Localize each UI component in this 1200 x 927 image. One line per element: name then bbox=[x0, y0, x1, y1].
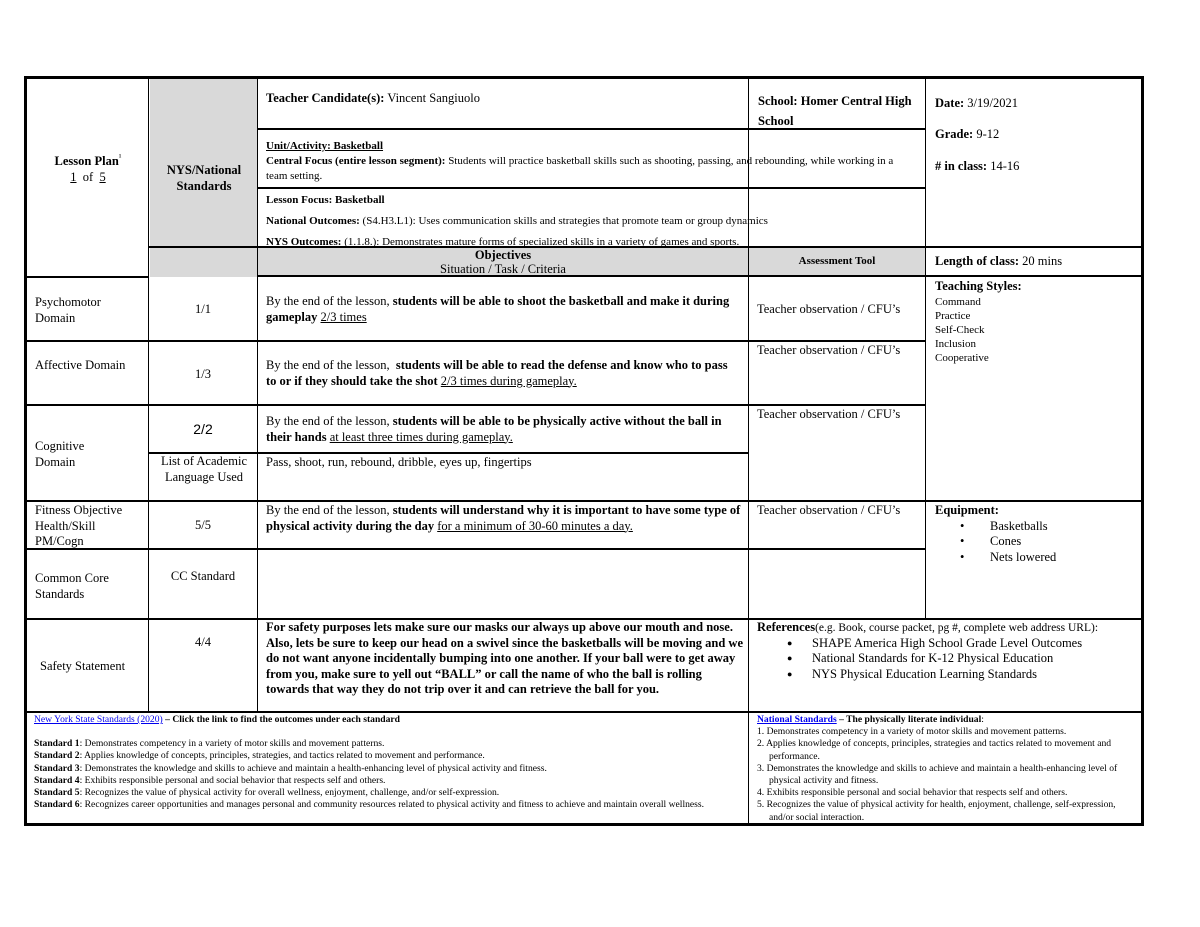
nys-standard-label: Standard 2 bbox=[34, 750, 80, 762]
unit-label: Unit/Activity: Basketball bbox=[266, 140, 384, 152]
cognitive-assessment: Teacher observation / CFU’s bbox=[757, 407, 901, 421]
divider-h-lessonplan bbox=[27, 276, 149, 278]
nys-standard-item bbox=[34, 799, 746, 811]
grade-value: 9-12 bbox=[976, 127, 1000, 141]
fitness-assessment: Teacher observation / CFU’s bbox=[757, 503, 901, 517]
nys-standard-label: Standard 3 bbox=[34, 762, 80, 774]
references-note: (e.g. Book, course packet, pg #, complete web address URL): bbox=[815, 622, 1099, 634]
national-outcomes-label: National Outcomes: bbox=[266, 215, 360, 227]
affective-pre: By the end of the lesson, bbox=[266, 358, 390, 372]
fitness-objective bbox=[266, 503, 741, 534]
safety-domain: Safety Statement bbox=[40, 659, 126, 673]
references-title: References bbox=[757, 620, 816, 634]
national-standards-colon: : bbox=[981, 714, 984, 725]
cognitive-domain: Cognitive Domain bbox=[35, 439, 85, 469]
fitness-domain bbox=[35, 503, 135, 550]
date-cell bbox=[935, 96, 1135, 112]
psychomotor-domain: Psychomotor Domain bbox=[35, 295, 101, 325]
divider-h-safety bbox=[27, 711, 1142, 713]
cognitive-standard: 2/2 bbox=[193, 421, 213, 437]
length-value: 20 mins bbox=[1022, 254, 1063, 268]
objectives-title: Objectives bbox=[474, 248, 532, 262]
psychomotor-assessment: Teacher observation / CFU’s bbox=[757, 302, 901, 316]
nys-standards-link[interactable]: New York State Standards (2020) bbox=[34, 714, 163, 725]
divider-h-fitness bbox=[27, 548, 926, 550]
academic-language-value: Pass, shoot, run, rebound, dribble, eyes up, fingertips bbox=[266, 455, 532, 469]
references-cell bbox=[757, 620, 1142, 682]
psychomotor-underline: 2/3 times bbox=[320, 309, 367, 324]
lesson-total: 5 bbox=[99, 169, 106, 184]
safety-statement: For safety purposes lets make sure our masks our always up above our mouth and nose. Also, lets be sure to keep our head on a swivel since the basketballs will be moving and we do not want anyone incidentally bumping into one another. If your ball were to get away from you, make sure to yell out “BALL” or call the name of who the ball is rolling towards that way they do not trip over it and can retrieve the ball for you. bbox=[266, 620, 744, 696]
national-standard-item: 4. Exhibits responsible personal and social behavior that respects self and others. bbox=[757, 787, 1068, 799]
nys-standards-cell bbox=[34, 714, 746, 811]
affective-assessment: Teacher observation / CFU’s bbox=[757, 343, 901, 357]
equipment-item: • Cones bbox=[935, 534, 1135, 550]
national-outcomes-value: (S4.H3.L1): Uses communication skills and strategies that promote team or group dynamics bbox=[362, 215, 768, 227]
unit-cell bbox=[266, 139, 916, 184]
class-size-cell bbox=[935, 159, 1135, 175]
nys-standard-label: Standard 6 bbox=[34, 799, 80, 811]
divider-v4 bbox=[925, 79, 926, 620]
nys-standard-text: : Demonstrates the knowledge and skills to achieve and maintain a health-enhancing level of physical activity and fitness. bbox=[79, 762, 547, 774]
standards-col-header: NYS/National Standards bbox=[166, 163, 242, 193]
fitness-pre: By the end of the lesson, bbox=[266, 503, 390, 517]
cognitive-pre: By the end of the lesson, bbox=[266, 414, 390, 428]
equipment-cell bbox=[935, 503, 1135, 565]
of-word: of bbox=[82, 169, 94, 184]
fitness-bold: students will understand why it is important to have some type of physical activity during the day bbox=[266, 503, 741, 533]
teaching-style-item: Practice bbox=[935, 309, 971, 322]
teaching-styles-cell bbox=[935, 279, 1135, 366]
equipment-item: • Basketballs bbox=[935, 519, 1135, 535]
affective-domain: Affective Domain bbox=[35, 358, 126, 372]
cognitive-objective bbox=[266, 414, 741, 445]
national-standards-intro: – The physically literate individual bbox=[839, 714, 982, 725]
nys-standard-label: Standard 5 bbox=[34, 787, 80, 799]
date-value: 3/19/2021 bbox=[967, 96, 1018, 110]
divider-h-cog bbox=[27, 500, 1142, 502]
affective-objective bbox=[266, 358, 741, 389]
nys-standards-intro: – Click the link to find the outcomes under each standard bbox=[165, 714, 401, 725]
cognitive-bold: students will be able to be physically active without the ball in their hands bbox=[266, 414, 722, 444]
divider-h-psycho bbox=[27, 340, 926, 342]
nys-standard-item bbox=[34, 787, 746, 799]
divider-h-unit bbox=[258, 187, 925, 189]
nys-outcomes-label: NYS Outcomes: bbox=[266, 236, 342, 248]
academic-language-label: List of Academic Language Used bbox=[160, 454, 248, 484]
affective-standard: 1/3 bbox=[195, 367, 211, 381]
affective-bold: students will be able to read the defense and know who to pass to or if they should take the shot bbox=[266, 358, 728, 388]
common-core-domain: Common Core Standards bbox=[35, 571, 109, 601]
grade-cell bbox=[935, 127, 1135, 143]
grade-label: Grade: bbox=[935, 127, 974, 141]
lesson-focus-cell bbox=[266, 190, 916, 253]
national-standard-item: 1. Demonstrates competency in a variety of motor skills and movement patterns. bbox=[757, 726, 1067, 738]
psychomotor-bold: students will be able to shoot the basketball and make it during gameplay bbox=[266, 294, 730, 324]
nys-standard-item bbox=[34, 775, 746, 787]
lesson-plan-cell bbox=[28, 150, 148, 185]
national-standard-item: 3. Demonstrates the knowledge and skills to achieve and maintain a health-enhancing level of physical activity and fitness. bbox=[757, 762, 1118, 787]
national-standard-item: 5. Recognizes the value of physical activity for health, enjoyment, challenge, self-expression, and/or social interaction. bbox=[757, 799, 1116, 823]
common-core-standard: CC Standard bbox=[170, 569, 236, 583]
affective-underline: 2/3 times during gameplay. bbox=[440, 373, 577, 388]
lesson-focus-label: Lesson Focus: Basketball bbox=[266, 194, 385, 206]
teacher-cell bbox=[266, 91, 746, 107]
length-label: Length of class: bbox=[935, 254, 1020, 268]
central-focus-value: Students will practice basketball skills such as shooting, passing, and rebounding, while working in a team setting. bbox=[266, 155, 894, 182]
central-focus-label: Central Focus (entire lesson segment): bbox=[266, 155, 446, 167]
nys-standard-item bbox=[34, 738, 746, 750]
teaching-style-item: Cooperative bbox=[935, 352, 989, 365]
cognitive-underline: at least three times during gameplay. bbox=[329, 429, 513, 444]
class-size-value: 14-16 bbox=[990, 159, 1020, 173]
psychomotor-pre: By the end of the lesson, bbox=[266, 294, 390, 308]
fitness-standard: 5/5 bbox=[195, 518, 211, 532]
teaching-style-item: Inclusion bbox=[935, 338, 976, 351]
teacher-value: Vincent Sangiuolo bbox=[387, 91, 480, 105]
nys-standard-item bbox=[34, 750, 746, 762]
lesson-plan-label: Lesson Plan bbox=[54, 154, 119, 169]
national-standards-link[interactable]: National Standards bbox=[757, 714, 837, 725]
school-cell: School: Homer Central High School bbox=[758, 94, 912, 128]
nys-standard-label: Standard 4 bbox=[34, 774, 80, 786]
length-cell bbox=[935, 254, 1135, 270]
fitness-underline: for a minimum of 30-60 minutes a day. bbox=[437, 518, 633, 533]
nys-standard-text: : Applies knowledge of concepts, principles, strategies, and tactics related to movement and performance. bbox=[79, 750, 485, 762]
divider-h-affect bbox=[27, 404, 926, 406]
objectives-header bbox=[258, 248, 748, 276]
lesson-number: 1 bbox=[70, 169, 77, 184]
reference-item: ● NYS Physical Education Learning Standards bbox=[757, 667, 1142, 683]
date-label: Date: bbox=[935, 96, 965, 110]
assessment-header: Assessment Tool bbox=[798, 255, 876, 267]
nys-standard-text: : Recognizes career opportunities and manages personal and community resources related to physical activity and fitness to achieve and maintain overall wellness. bbox=[79, 799, 705, 811]
psychomotor-standard: 1/1 bbox=[195, 302, 211, 316]
class-size-label: # in class: bbox=[935, 159, 988, 173]
nys-standard-label: Standard 1 bbox=[34, 738, 80, 750]
equipment-item: • Nets lowered bbox=[935, 550, 1135, 566]
psychomotor-objective bbox=[266, 294, 741, 325]
teaching-style-item: Self-Check bbox=[935, 323, 985, 336]
equipment-title: Equipment: bbox=[935, 503, 999, 517]
national-standards-cell bbox=[757, 714, 1140, 824]
safety-standard: 4/4 bbox=[195, 635, 211, 649]
nys-outcomes-value: (1.1.8.): Demonstrates mature forms of specialized skills in a variety of games and sports. bbox=[344, 236, 740, 248]
teacher-label: Teacher Candidate(s): bbox=[266, 91, 385, 105]
lesson-plan-sup: ¹ bbox=[118, 152, 122, 162]
fitness-domain-text: Fitness Objective Health/Skill PM/Cogn bbox=[35, 503, 123, 548]
nys-standard-text: : Demonstrates competency in a variety of motor skills and movement patterns. bbox=[79, 738, 385, 750]
teaching-style-item: Command bbox=[935, 295, 981, 308]
nys-standard-item bbox=[34, 763, 746, 775]
reference-item: ● National Standards for K-12 Physical Education bbox=[757, 651, 1142, 667]
teaching-styles-title: Teaching Styles: bbox=[935, 279, 1022, 293]
reference-item: ● SHAPE America High School Grade Level Outcomes bbox=[757, 636, 1142, 652]
nys-standard-text: : Recognizes the value of physical activity for overall wellness, enjoyment, challenge, and/or self-expression. bbox=[79, 787, 500, 799]
nys-standard-text: : Exhibits responsible personal and social behavior that respects self and others. bbox=[79, 774, 386, 786]
objectives-sub: Situation / Task / Criteria bbox=[440, 262, 566, 276]
national-standard-item: 2. Applies knowledge of concepts, principles, strategies and tactics related to movement and performance. bbox=[757, 738, 1112, 762]
